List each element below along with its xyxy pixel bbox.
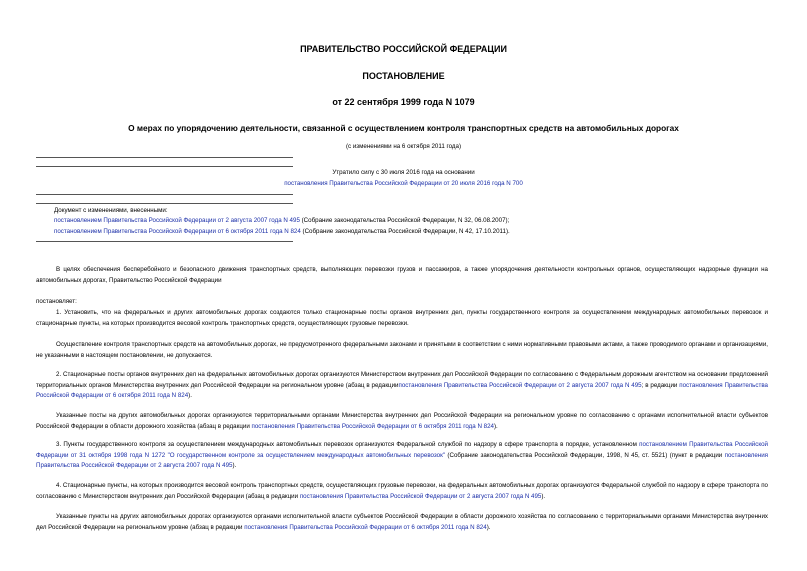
paragraph-text: ). — [541, 492, 546, 500]
paragraph-text: ). — [486, 523, 491, 531]
divider — [36, 166, 293, 167]
government-heading: ПРАВИТЕЛЬСТВО РОССИЙСКОЙ ФЕДЕРАЦИИ — [300, 44, 507, 54]
paragraph-text: ). — [232, 462, 237, 470]
paragraph-text: 2. Стационарные посты органов внутренних дел на федеральных автомобильных дорогах организуются Министерством внутренних дел Российской Федерации по согласованию с Федеральным дорожным агентством на основании предложений территориальных органов Министерства внутренних дел Российской Федерации на региональном уровне (абзац в редакции — [36, 371, 768, 389]
changes-note: (с изменениями на 6 октября 2011 года) — [345, 143, 462, 150]
paragraph-1: 1. Установить, что на федеральных и других автомобильных дорогах создаются только стационарные посты органов внутренних дел, пункты государственного контроля за осуществлением международных автомобильных перевозок и стационарные пункты, на которых производится весовой контроль транспортных средств, осуществляющих грузовые перевозки. — [36, 309, 768, 327]
amendment-source: (Собрание законодательства Российской Федерации, N 32, 06.08.2007); — [299, 217, 510, 224]
paragraph-2 — [36, 370, 768, 402]
reference-link[interactable]: постановления Правительства Российской Федерации от 2 августа 2007 года N 495 — [398, 381, 642, 389]
document-title: О мерах по упорядочению деятельности, связанной с осуществлением контроля транспортных средств на автомобильных дорогах — [128, 123, 679, 133]
paragraph-text: Указанные посты на других автомобильных дорогах организуются территориальными органами Министерства внутренних дел Российской Федерации на региональном уровне по согласованию с органами исполнительной власти субъектов Российской Федерации в области дорожного хозяйства (абзац в редакции — [36, 412, 768, 430]
reference-link[interactable]: постановления Правительства Российской Федерации от 2 августа 2007 года N 495 — [299, 492, 542, 500]
lost-force-link[interactable]: постановления Правительства Российской Федерации от 20 июля 2016 года N 700 — [284, 180, 523, 187]
paragraph-text: ). — [188, 392, 192, 400]
reference-link[interactable]: постановления Правительства Российской Федерации от 2 августа 2007 года N 495 — [36, 451, 768, 470]
paragraph-3 — [36, 440, 768, 472]
divider — [36, 157, 293, 158]
lost-force-text: Утратило силу с 30 июля 2016 года на основании — [332, 169, 475, 176]
reference-link[interactable]: постановлением Правительства Российской Федерации от 31 октября 1998 года N 1272 "О государственном контроле за осуществлением международных автомобильных перевозок" — [36, 441, 769, 459]
divider — [36, 241, 293, 242]
paragraph-2b — [36, 411, 768, 432]
amendment-link[interactable]: постановлением Правительства Российской Федерации от 6 октября 2011 года N 824 — [54, 228, 301, 235]
paragraph-text: ; в редакции — [641, 381, 678, 389]
amendments-intro: Документ с изменениями, внесенными: — [54, 207, 168, 214]
paragraph-text: ). — [493, 422, 498, 430]
paragraph-4 — [36, 481, 768, 502]
amendment-line — [54, 216, 509, 227]
reference-link[interactable]: постановления Правительства Российской Федерации от 6 октября 2011 года N 824 — [36, 381, 768, 400]
reference-link[interactable]: постановления Правительства Российской Федерации от 6 октября 2011 года N 824 — [244, 523, 487, 531]
paragraph-text: 3. Пункты государственного контроля за осуществлением международных автомобильных перевозок организуются Федеральной службой по надзору в сфере транспорта в порядке, установленном — [56, 441, 637, 448]
amendment-source: (Собрание законодательства Российской Федерации, N 42, 17.10.2011). — [300, 228, 510, 235]
document-type: ПОСТАНОВЛЕНИЕ — [362, 71, 445, 81]
paragraph-4b — [36, 512, 768, 533]
amendment-line — [54, 227, 510, 238]
reference-link[interactable]: постановления Правительства Российской Федерации от 6 октября 2011 года N 824 — [251, 422, 494, 430]
paragraph-text: (Собрание законодательства Российской Федерации, 1998, N 45, ст. 5521) (пункт в редакции — [445, 451, 723, 459]
decrees-word: постановляет: — [36, 298, 77, 305]
document-date: от 22 сентября 1999 года N 1079 — [332, 97, 475, 107]
paragraph-text: Указанные пункты на других автомобильных дорогах организуются органами исполнительной власти субъектов Российской Федерации в области дорожного хозяйства по согласованию с территориальными органами Министерства внутренних дел Российской Федерации на региональном уровне (абзац в редакции — [36, 513, 768, 531]
preamble: В целях обеспечения бесперебойного и безопасного движения транспортных средств, выполняющих перевозки грузов и пассажиров, а также упорядочения деятельности контрольных органов, осуществляющих надзорные функции на автомобильных дорогах, Правительство Российской Федерации — [36, 266, 768, 284]
amendment-link[interactable]: постановлением Правительства Российской Федерации от 2 августа 2007 года N 495 — [54, 217, 300, 224]
divider — [36, 203, 293, 204]
paragraph-1b: Осуществление контроля транспортных средств на автомобильных дорогах, не предусмотренного федеральными законами и принятыми в соответствии с ними нормативными правовыми актами, а также проводимого органами и организациями, не указанными в настоящем постановлении, не допускается. — [36, 341, 768, 359]
paragraph-text: 4. Стационарные пункты, на которых производится весовой контроль транспортных средств, осуществляющих грузовые перевозки, на федеральных автомобильных дорогах организуются Федеральной службой по надзору в сфере транспорта по согласованию с Министерством внутренних дел Российской Федерации (абзац в редакции — [36, 482, 768, 500]
divider — [36, 194, 293, 195]
